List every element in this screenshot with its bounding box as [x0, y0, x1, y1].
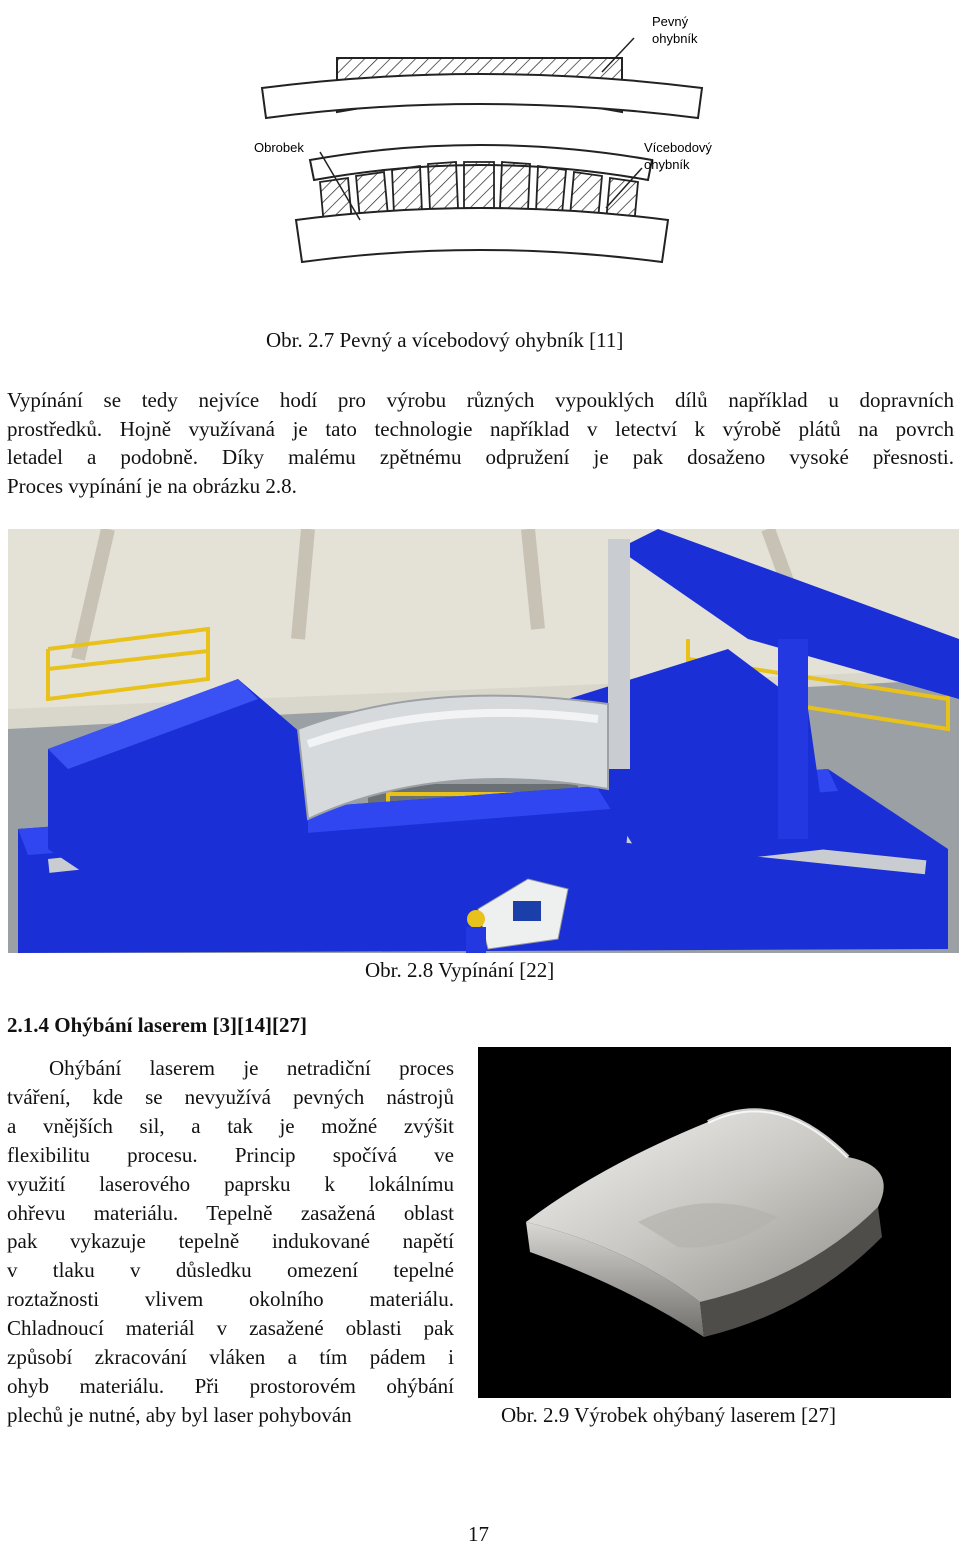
paragraph-line: a vnějších sil, a tak je možné zvýšit: [7, 1113, 454, 1138]
label-multi-bender-2: ohybník: [644, 157, 690, 172]
paragraph-line: flexibilitu procesu. Princip spočívá ve: [7, 1142, 454, 1167]
paragraph-line: prostředků. Hojně využívaná je tato technologie například v letectví k výrobě plátů na povrch: [7, 416, 954, 441]
paragraph-line: Chladnoucí materiál v zasažené oblasti pak: [7, 1316, 454, 1341]
paragraph-line: pak vykazuje tepelně indukované napětí: [7, 1229, 454, 1254]
stretch-forming-machine-image: [8, 529, 959, 953]
figure-caption-2-8: Obr. 2.8 Vypínání [22]: [365, 958, 555, 982]
section-heading-laser-bending: 2.1.4 Ohýbání laserem [3][14][27]: [7, 1013, 307, 1037]
figure-caption-2-9: Obr. 2.9 Výrobek ohýbaný laserem [27]: [501, 1403, 836, 1427]
label-fixed-bender: Pevný: [652, 14, 689, 29]
paragraph-line: Ohýbání laserem je netradiční proces: [49, 1056, 454, 1080]
label-workpiece: Obrobek: [254, 140, 304, 155]
paragraph-line: Vypínání se tedy nejvíce hodí pro výrobu různých vypouklých dílů například u dopravních: [7, 388, 954, 412]
figure-caption-2-7: Obr. 2.7 Pevný a vícebodový ohybník [11]: [266, 328, 624, 352]
paragraph-line: letadel a podobně. Díky malému zpětnému odpružení je pak dosaženo vysoké přesnosti.: [7, 445, 954, 469]
paragraph-line: způsobí zkracování vláken a tím pádem i: [7, 1345, 454, 1370]
bender-diagram: [232, 0, 732, 320]
paragraph-stretch-forming: [7, 386, 954, 500]
paragraph-laser-bending: [7, 1054, 454, 1430]
paragraph-line: tváření, kde se nevyužívá pevných nástrojů: [7, 1084, 454, 1109]
paragraph-line: ohřevu materiálu. Tepelně zasažená oblast: [7, 1200, 454, 1225]
laser-bent-product-image: [478, 1047, 951, 1398]
label-multi-bender: Vícebodový: [644, 140, 712, 155]
paragraph-line: plechů je nutné, aby byl laser pohybován: [7, 1402, 352, 1427]
paragraph-line: ohyb materiálu. Při prostorovém ohýbání: [7, 1373, 454, 1398]
label-fixed-bender-2: ohybník: [652, 31, 698, 46]
paragraph-line: roztažnosti vlivem okolního materiálu.: [7, 1287, 454, 1312]
page-number: 17: [468, 1522, 489, 1546]
paragraph-line: v tlaku v důsledku omezení tepelné: [7, 1258, 454, 1283]
paragraph-line: využití laserového paprsku k lokálnímu: [7, 1171, 454, 1196]
paragraph-line: Proces vypínání je na obrázku 2.8.: [7, 473, 297, 498]
